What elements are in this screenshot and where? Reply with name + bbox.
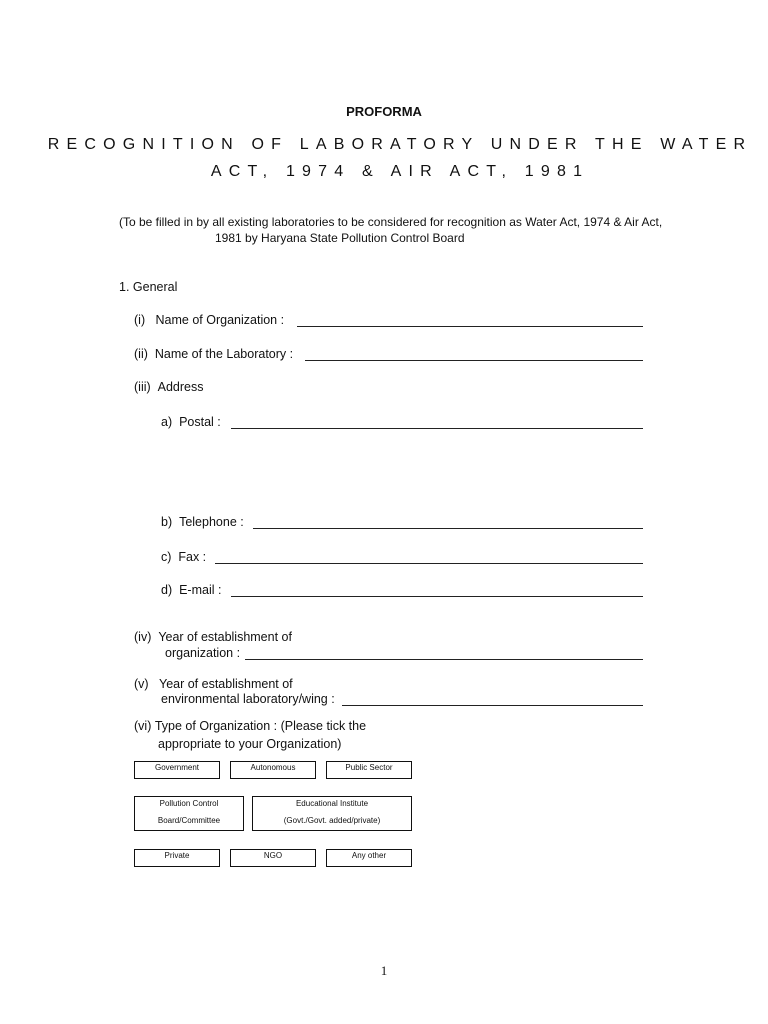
item-number: (vi) [134, 719, 152, 733]
item-number: (iv) [134, 630, 152, 644]
item-number: d) [161, 583, 173, 597]
checkbox-label: Public Sector [345, 763, 393, 772]
field-email [161, 583, 221, 597]
field-address [134, 380, 203, 394]
laboratory-name-line[interactable] [305, 347, 643, 361]
field-label-continued: environmental laboratory/wing : [161, 692, 335, 706]
field-label-continued: organization : [165, 646, 241, 660]
postal-line[interactable] [231, 415, 643, 429]
field-label: Postal : [179, 415, 221, 429]
field-label: Fax : [178, 550, 207, 564]
field-year-laboratory [134, 677, 293, 691]
note-line1: (To be filled in by all existing laboratories to be considered for recognition as Water Act, 1974 & Air Act, [119, 215, 663, 229]
email-line[interactable] [231, 583, 643, 597]
item-number: (v) [134, 677, 149, 691]
field-label: Address [157, 380, 204, 394]
checkbox-label: NGO [263, 851, 283, 860]
field-organization-type [134, 719, 366, 733]
year-laboratory-line[interactable] [342, 692, 643, 706]
checkbox-label: (Govt./Govt. added/private) [283, 816, 381, 825]
checkbox-label: Educational Institute [295, 799, 369, 808]
checkbox-pollution-control-board[interactable] [134, 796, 244, 831]
telephone-line[interactable] [253, 515, 643, 529]
checkbox-autonomous[interactable] [230, 761, 316, 779]
page-number: 1 [380, 963, 388, 978]
field-label: Name of the Laboratory : [154, 347, 294, 361]
section-general-heading: 1. General [119, 280, 178, 294]
fax-line[interactable] [215, 550, 643, 564]
checkbox-public-sector[interactable] [326, 761, 412, 779]
field-label: Telephone : [179, 515, 244, 529]
item-number: b) [161, 515, 173, 529]
proforma-heading: PROFORMA [346, 104, 422, 119]
checkbox-private[interactable] [134, 849, 220, 867]
checkbox-label: Pollution Control [159, 799, 219, 808]
field-label: Year of establishment of [159, 677, 293, 691]
field-label: Type of Organization : (Please tick the [154, 719, 367, 733]
checkbox-educational-institute[interactable] [252, 796, 412, 831]
field-telephone [161, 515, 244, 529]
checkbox-label: Board/Committee [157, 816, 221, 825]
item-number: (iii) [134, 380, 151, 394]
checkbox-ngo[interactable] [230, 849, 316, 867]
item-number: (i) [134, 313, 146, 327]
form-title-line1: RECOGNITION OF LABORATORY UNDER THE WATER [47, 136, 753, 153]
field-label: E-mail : [179, 583, 222, 597]
field-organization-name [134, 313, 284, 327]
field-label: Year of establishment of [158, 630, 292, 644]
year-organization-line[interactable] [245, 646, 643, 660]
field-label-continued: appropriate to your Organization) [158, 737, 342, 751]
checkbox-label: Government [154, 763, 200, 772]
form-title-line2: ACT, 1974 & AIR ACT, 1981 [210, 163, 590, 180]
item-number: c) [161, 550, 172, 564]
checkbox-label: Private [164, 851, 190, 860]
checkbox-label: Any other [351, 851, 387, 860]
checkbox-any-other[interactable] [326, 849, 412, 867]
note-line2: 1981 by Haryana State Pollution Control Board [215, 231, 465, 245]
organization-name-line[interactable] [297, 313, 643, 327]
item-number: (ii) [134, 347, 148, 361]
checkbox-government[interactable] [134, 761, 220, 779]
field-laboratory-name [134, 347, 293, 361]
field-label: Name of Organization : [155, 313, 285, 327]
item-number: a) [161, 415, 173, 429]
field-fax [161, 550, 206, 564]
field-year-organization [134, 630, 292, 644]
field-postal [161, 415, 221, 429]
checkbox-label: Autonomous [250, 763, 296, 772]
